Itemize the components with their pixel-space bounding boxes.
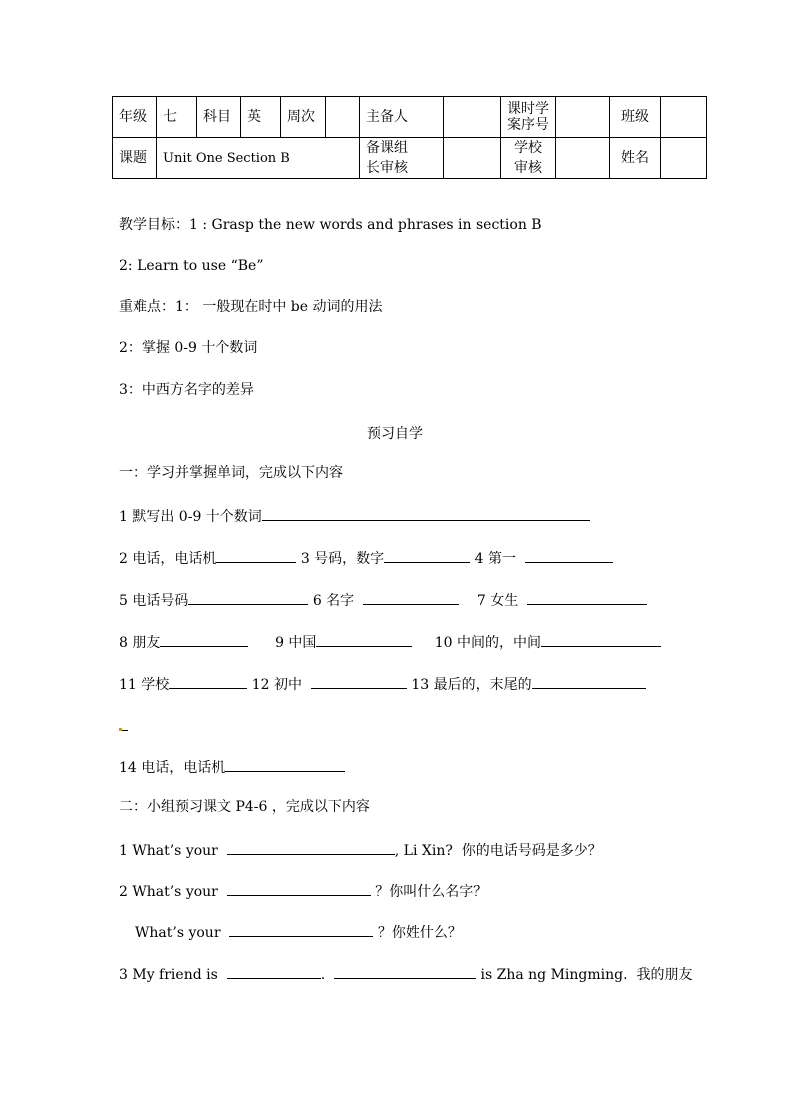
group-review-label-line2: 长审核 <box>366 160 408 176</box>
objective-line-1: 教学目标：1 : Grasp the new words and phrases in section B <box>119 217 542 233</box>
vocab-q6: 6 名字 <box>312 593 355 609</box>
key-point-line-3: 3：中西方名字的差异 <box>119 382 254 398</box>
header-table <box>112 96 707 179</box>
sentence-1-start: 1 What’s your <box>119 843 218 859</box>
vocab-q2: 2 电话，电话机 <box>119 551 217 567</box>
vocab-q10-blank[interactable] <box>541 632 661 647</box>
vocab-q11-blank[interactable] <box>169 674 247 689</box>
section-title: 预习自学 <box>367 426 423 442</box>
subject-label: 科目 <box>197 97 241 138</box>
vocab-q5-blank[interactable] <box>188 590 308 605</box>
vocab-row-5 <box>119 674 646 694</box>
vocab-row-6 <box>119 757 345 777</box>
topic-value: Unit One Section B <box>157 138 360 179</box>
vocab-q7: 7 女生 <box>476 593 519 609</box>
objective-line-2: 2: Learn to use “Be” <box>119 258 264 274</box>
sentence-1 <box>119 840 602 860</box>
vocab-q9: 9 中国 <box>275 635 317 651</box>
stray-underline <box>122 716 128 731</box>
vocab-q4: 4 第一 <box>474 551 516 567</box>
vocab-q3-blank[interactable] <box>384 548 470 563</box>
part2-heading: 二：小组预习课文 P4-6 ，完成以下内容 <box>119 799 370 815</box>
sentence-2-translation: 你叫什么名字？ <box>389 884 488 900</box>
lesson-no-value <box>556 97 610 138</box>
week-label: 周次 <box>281 97 326 138</box>
sentence-3-translation: 你姓什么？ <box>391 925 462 941</box>
vocab-q14-blank[interactable] <box>225 757 345 772</box>
sentence-4-blank-2[interactable] <box>334 964 476 979</box>
class-label: 班级 <box>610 97 661 138</box>
preparer-label: 主备人 <box>360 97 444 138</box>
stray-mark <box>119 716 128 736</box>
vocab-q13-blank[interactable] <box>532 674 646 689</box>
vocab-q11: 11 学校 <box>119 677 170 693</box>
group-review-value <box>444 138 501 179</box>
group-review-label <box>360 138 444 179</box>
vocab-q14: 14 电话，电话机 <box>119 760 226 776</box>
sentence-1-end: , Li Xin? <box>394 843 453 859</box>
sentence-1-blank[interactable] <box>227 840 395 855</box>
preparer-value <box>444 97 501 138</box>
sentence-4-translation: 我的朋友 <box>636 967 693 983</box>
sentence-4-period: . <box>320 967 326 983</box>
sentence-3-end: ？ <box>377 925 392 941</box>
sentence-2 <box>119 881 487 901</box>
vocab-q4-blank[interactable] <box>525 548 613 563</box>
sentence-4 <box>119 964 692 984</box>
vocab-row-4 <box>119 632 661 652</box>
vocab-q10: 10 中间的，中间 <box>434 635 541 651</box>
school-review-label <box>501 138 556 179</box>
vocab-q8: 8 朋友 <box>119 635 161 651</box>
grade-label: 年级 <box>113 97 157 138</box>
lesson-no-label <box>501 97 556 138</box>
sentence-1-translation: 你的电话号码是多少？ <box>461 843 602 859</box>
vocab-q9-blank[interactable] <box>316 632 412 647</box>
topic-label: 课题 <box>113 138 157 179</box>
name-label: 姓名 <box>610 138 661 179</box>
school-review-value <box>556 138 610 179</box>
sentence-2-blank[interactable] <box>227 881 371 896</box>
group-review-label-line1: 备课组 <box>366 140 408 156</box>
sentence-3-start: What’s your <box>135 925 221 941</box>
vocab-q12-blank[interactable] <box>311 674 407 689</box>
vocab-q1: 1 默写出 0-9 十个数词 <box>119 509 262 525</box>
vocab-row-2 <box>119 548 613 568</box>
lesson-no-label-line1: 课时学 <box>507 101 549 117</box>
school-review-label-line1: 学校 <box>514 140 542 156</box>
sentence-4-middle: is Zha ng Mingming. <box>480 967 628 983</box>
vocab-q5: 5 电话号码 <box>119 593 189 609</box>
vocab-q7-blank[interactable] <box>527 590 647 605</box>
sentence-3-blank[interactable] <box>229 922 373 937</box>
key-point-line-2: 2：掌握 0-9 十个数词 <box>119 340 258 356</box>
vocab-q12: 12 初中 <box>251 677 302 693</box>
week-value <box>326 97 360 138</box>
grade-value: 七 <box>157 97 197 138</box>
subject-value: 英 <box>241 97 281 138</box>
key-point-line-1: 重难点：1： 一般现在时中 be 动词的用法 <box>119 299 383 315</box>
class-value <box>661 97 707 138</box>
sentence-3 <box>135 922 462 942</box>
part1-heading: 一：学习并掌握单词，完成以下内容 <box>119 465 343 481</box>
vocab-q6-blank[interactable] <box>363 590 459 605</box>
vocab-row-3 <box>119 590 647 610</box>
name-value <box>661 138 707 179</box>
school-review-label-line2: 审核 <box>514 160 542 176</box>
lesson-no-label-line2: 案序号 <box>507 117 549 133</box>
vocab-q1-blank[interactable] <box>262 506 590 521</box>
vocab-row-1 <box>119 506 590 526</box>
vocab-q3: 3 号码，数字 <box>300 551 385 567</box>
vocab-q2-blank[interactable] <box>216 548 296 563</box>
sentence-4-start: 3 My friend is <box>119 967 218 983</box>
sentence-4-blank-1[interactable] <box>227 964 321 979</box>
vocab-q13: 13 最后的，末尾的 <box>411 677 532 693</box>
sentence-2-end: ？ <box>375 884 390 900</box>
sentence-2-start: 2 What’s your <box>119 884 218 900</box>
vocab-q8-blank[interactable] <box>160 632 248 647</box>
